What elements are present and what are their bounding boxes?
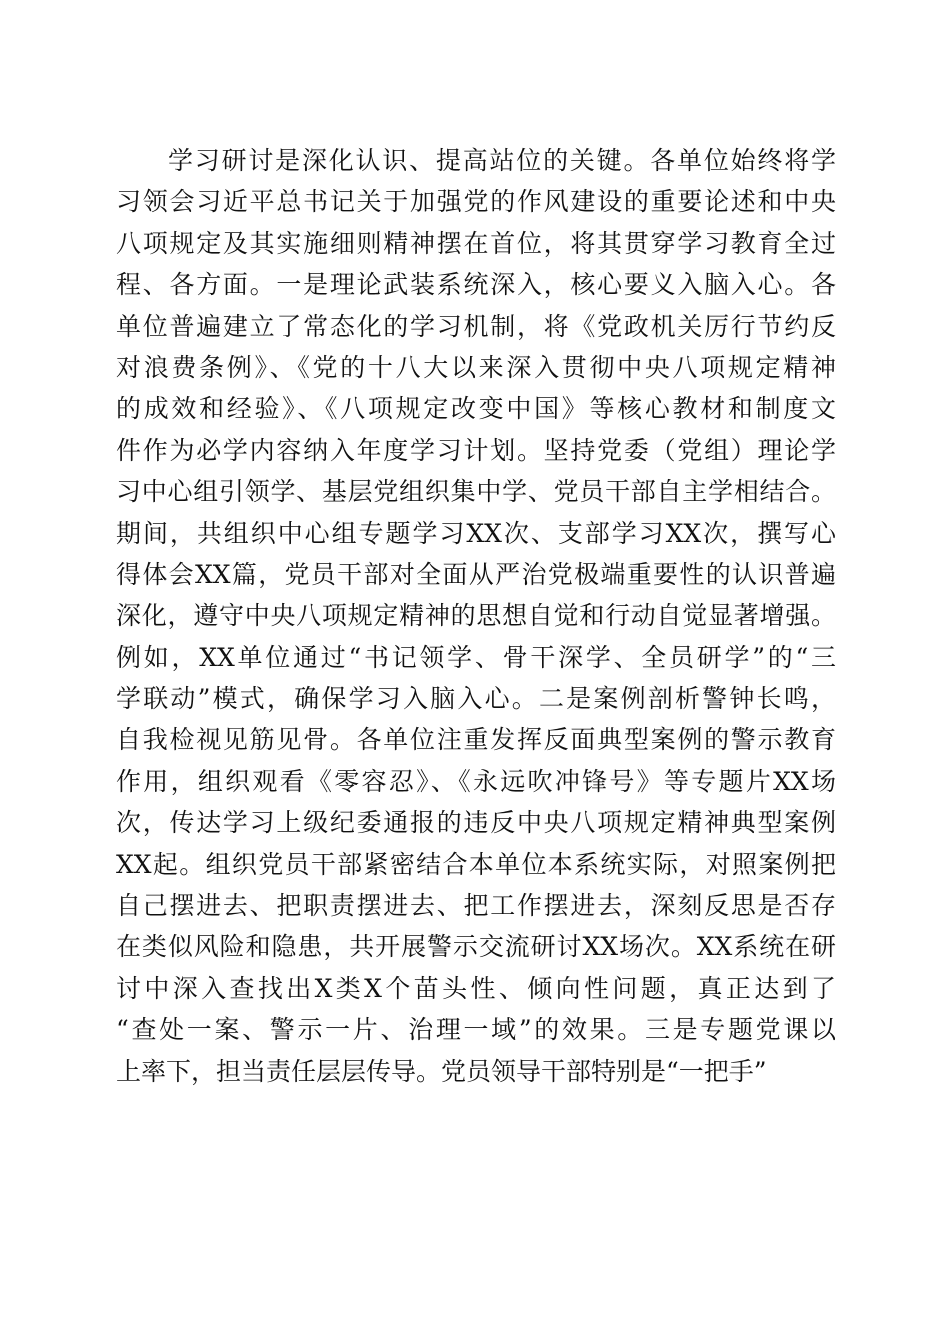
text-line: 对浪费条例》、《党的十八大以来深入贯彻中央八项规定精神	[116, 352, 836, 382]
text-line: 作用，组织观看《零容忍》、《永远吹冲锋号》等专题片XX场	[116, 766, 836, 796]
text-line: 期间，共组织中心组专题学习XX次、支部学习XX次，撰写心	[116, 518, 836, 548]
text-line: 学习研讨是深化认识、提高站位的关键。各单位始终将学	[168, 146, 836, 175]
text-line: 的成效和经验》、《八项规定改变中国》等核心教材和制度文	[116, 394, 836, 424]
text-line: 自己摆进去、把职责摆进去、把工作摆进去，深刻反思是否存	[116, 891, 836, 921]
text-line: 习领会习近平总书记关于加强党的作风建设的重要论述和中央	[116, 187, 836, 217]
text-line: 深化，遵守中央八项规定精神的思想自觉和行动自觉显著增强。	[116, 601, 836, 631]
text-line: 得体会XX篇，党员干部对全面从严治党极端重要性的认识普遍	[116, 559, 836, 589]
text-line: 次，传达学习上级纪委通报的违反中央八项规定精神典型案例	[116, 808, 836, 838]
text-line: 学联动”模式，确保学习入脑入心。二是案例剖析警钟长鸣，	[116, 684, 836, 714]
text-line: 在类似风险和隐患，共开展警示交流研讨XX场次。XX系统在研	[116, 932, 836, 962]
text-line: 程、各方面。一是理论武装系统深入，核心要义入脑入心。各	[116, 270, 836, 300]
text-line: 件作为必学内容纳入年度学习计划。坚持党委（党组）理论学	[116, 435, 836, 465]
text-line: XX起。组织党员干部紧密结合本单位本系统实际，对照案例把	[116, 849, 836, 879]
text-line: 八项规定及其实施细则精神摆在首位，将其贯穿学习教育全过	[116, 228, 836, 258]
text-line: 习中心组引领学、基层党组织集中学、党员干部自主学相结合。	[116, 477, 836, 507]
text-line: 例如，XX单位通过“书记领学、骨干深学、全员研学”的“三	[116, 642, 836, 672]
text-line: 自我检视见筋见骨。各单位注重发挥反面典型案例的警示教育	[116, 725, 836, 755]
text-line: “查处一案、警示一片、治理一域”的效果。三是专题党课以	[116, 1015, 836, 1045]
body-paragraph	[116, 140, 836, 1092]
text-line: 单位普遍建立了常态化的学习机制，将《党政机关厉行节约反	[116, 311, 836, 341]
text-line: 上率下，担当责任层层传导。党员领导干部特别是“一把手”	[116, 1056, 767, 1086]
text-line: 讨中深入查找出X类X个苗头性、倾向性问题，真正达到了	[116, 973, 836, 1003]
